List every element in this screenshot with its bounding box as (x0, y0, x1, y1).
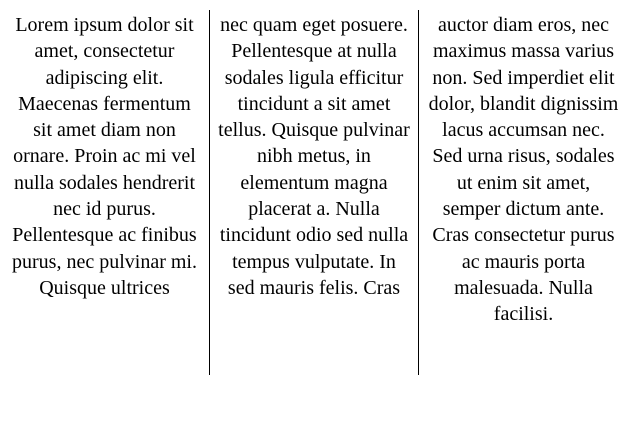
multicolumn-text-block (0, 10, 628, 375)
text-column-3: auctor diam eros, nec maximus massa varius non. Sed imperdiet elit dolor, blandit dignissim lacus accumsan nec. Sed urna risus, sodales ut enim sit amet, semper dictum ante. Cras consectetur purus ac mauris porta malesuada. Nulla facilisi. (418, 10, 628, 375)
text-column-2: nec quam eget posuere. Pellentesque at nulla sodales ligula efficitur tincidunt a sit amet tellus. Quisque pulvinar nibh metus, in elementum magna placerat a. Nulla tincidunt odio sed nulla tempus vulputate. In sed mauris felis. Cras (209, 10, 418, 375)
text-column-1: Lorem ipsum dolor sit amet, consectetur adipiscing elit. Maecenas fermentum sit amet diam non ornare. Proin ac mi vel nulla sodales hendrerit nec id purus. Pellentesque ac finibus purus, nec pulvinar mi. Quisque ultrices (12, 14, 197, 299)
